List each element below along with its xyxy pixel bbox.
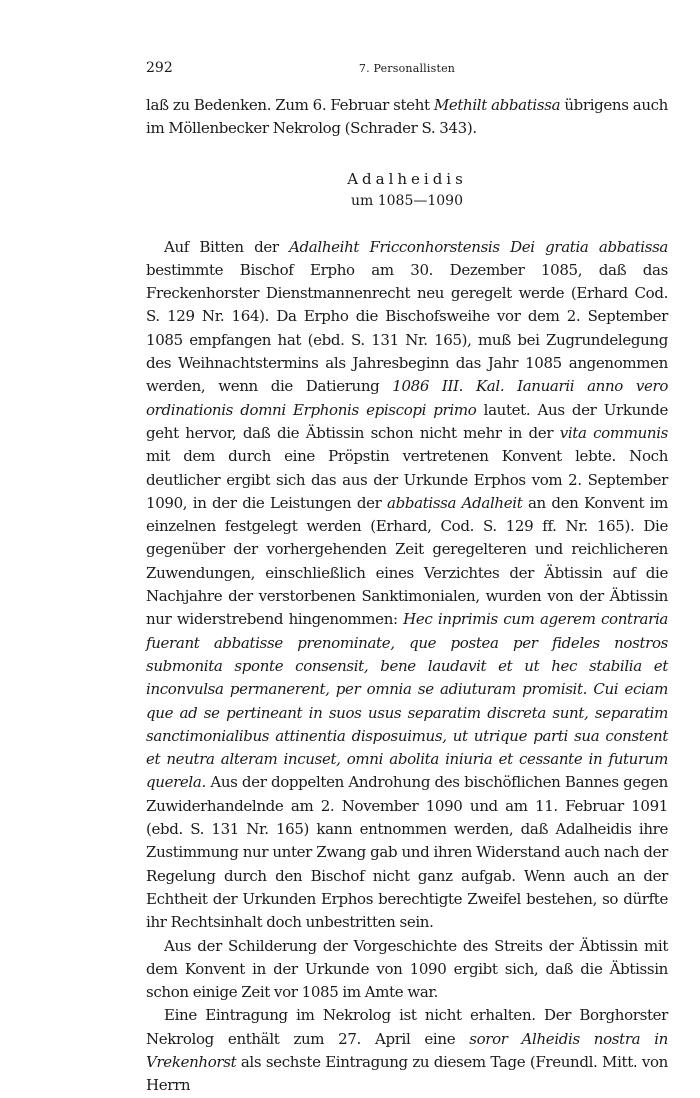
entry-name: Adalheidis — [347, 169, 467, 188]
body-paragraph-1: Auf Bitten der Adalheiht Fricconhorstensis Dei gratia abbatissa bestimmte Bischof Erpho am 30. Dezember 1085, daß das Freckenhorster Dienstmannenrecht neu geregelt werde (Erhard Cod. S. 129 Nr. 164). Da Erpho die Bischofsweihe vor dem 2. September 1085 empfangen hat (ebd. S. 131 Nr. 165), muß bei Zugrundelegung des Weihnachtstermins als Jahresbeginn das Jahr 1085 angenommen werden, wenn die Datierung 1086 III. Kal. Ianuarii anno vero ordinationis domni Erphonis episcopi primo lautet. Aus der Urkunde geht hervor, daß die Äbtissin schon nicht mehr in der vita communis mit dem durch eine Pröpstin vertretenen Konvent lebte. Noch deutlicher ergibt sich das aus der Urkunde Erphos vom 2. September 1090, in der die Leistungen der abbatissa Adalheit an den Konvent im einzelnen festgelegt werden (Erhard, Cod. S. 129 ff. Nr. 165). Die gegenüber der vorhergehenden Zeit geregelteren und reichlicheren Zuwendungen, einschließlich eines Verzichtes der Äbtissin auf die Nachjahre der verstorbenen Sanktimonialen, wurden von der Äbtissin nur widerstrebend hingenommen: Hec inprimis cum agerem contraria fuerant abbatisse prenominate, que postea per fideles nostros submonita sponte consensit, bene laudavit et ut hec stabilia et inconvulsa permanerent, per omnia se adiuturam promisit. Cui eciam que ad se pertineant in suos usus separatim discreta sunt, separatim sanctimonialibus attinentia disposuimus, ut utrique parti sua constent et neutra alteram incuset, omni abolita iniuria et cessante in futurum querela. Aus der doppelten Androhung des bischöflichen Bannes gegen Zuwiderhandelnde am 2. November 1090 und am 11. Februar 1091 (ebd. S. 131 Nr. 165) kann entnommen werden, daß Adalheidis ihre Zustimmung nur unter Zwang gab und ihren Widerstand auch nach der Regelung durch den Bischof nicht ganz aufgab. Wenn auch an der Echtheit der Urkunden Erphos berechtigte Zweifel bestehen, so dürfte ihr Rechtsinhalt doch unbestritten sein. — [146, 237, 669, 932]
page-number: 292 — [146, 60, 173, 76]
running-title: 7. Personallisten — [358, 62, 456, 75]
body-paragraph-3: Eine Eintragung im Nekrolog ist nicht erhalten. Der Borghorster Nekrolog enthält zum 27. April eine soror Alheidis nostra in Vrekenhorst als sechste Eintragung zu diesem Tage (Freundl. Mitt. von Herrn — [146, 1006, 668, 1095]
intro-paragraph: laß zu Bedenken. Zum 6. Februar steht Methilt abbatissa übrigens auch im Möllenbecker Nekrolog (Schrader S. 343). — [146, 96, 668, 138]
body-paragraph-2: Aus der Schilderung der Vorgeschichte des Streits der Äbtissin mit dem Konvent in der Urkunde von 1090 ergibt sich, daß die Äbtissin schon einige Zeit vor 1085 im Amte war. — [146, 936, 668, 1002]
book-page — [146, 58, 668, 1098]
entry-dates: um 1085—1090 — [351, 192, 463, 209]
page-header — [146, 58, 668, 82]
